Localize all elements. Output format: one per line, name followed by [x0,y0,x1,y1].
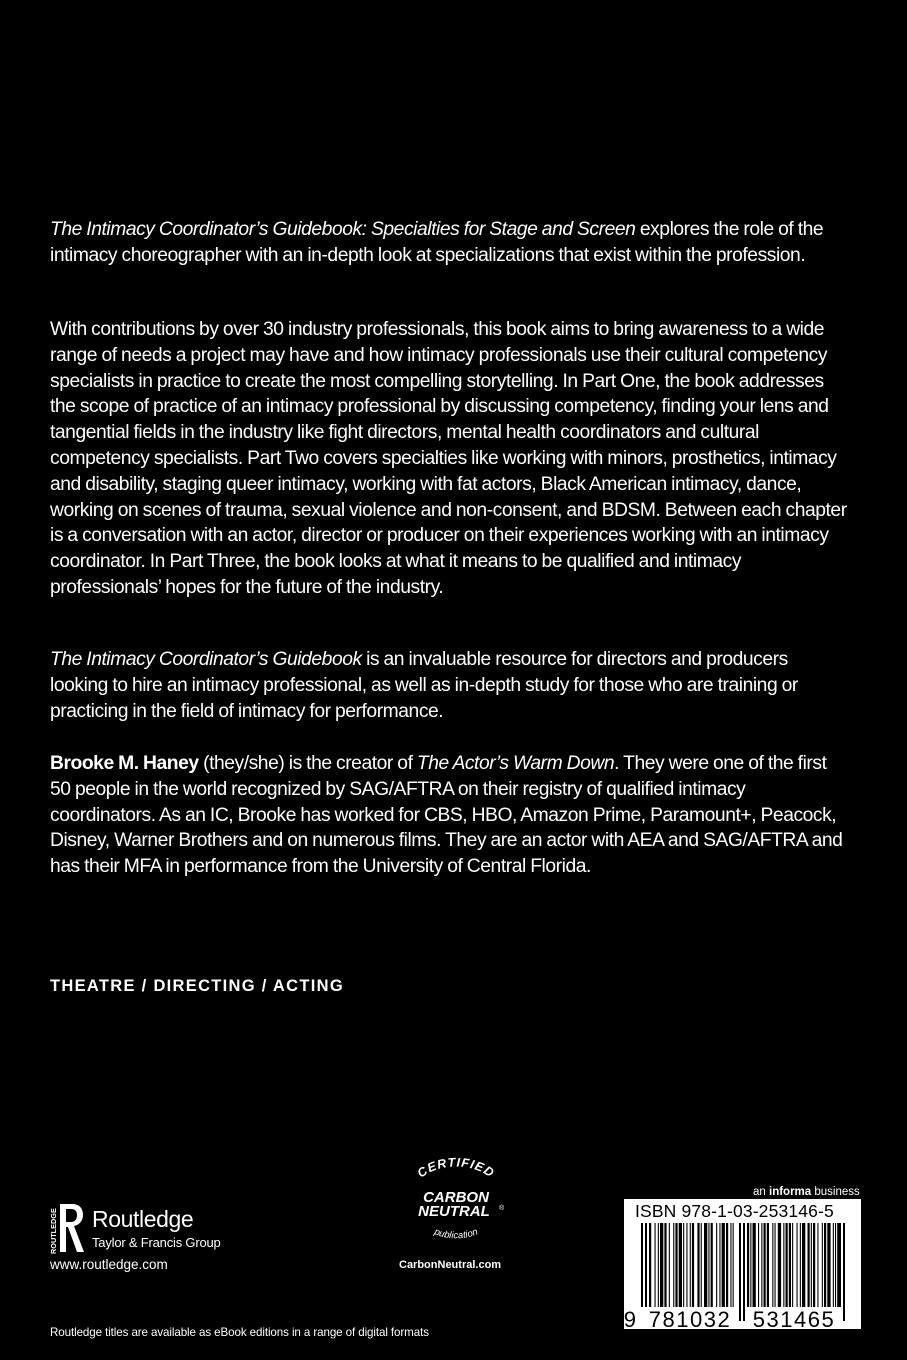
barcode-bar [750,1223,751,1307]
barcode-bar [811,1223,812,1307]
contents-text: With contributions by over 30 industry professionals, this book aims to bring awareness to a wide range of needs a project may have and how intimacy professionals use their cultural competency specialists in practice to create the most compelling storytelling. In Part One, the book addresses the scope of practice of an intimacy professional by discussing competency, finding your lens and tangential fields in the industry like fight directors, mental health coordinators and cultural competency specialists. Part Two covers specialties like working with minors, prosthetics, intimacy and disability, staging queer intimacy, working with fat actors, Black American intimacy, dance, working on scenes of trauma, sexual violence and non-consent, and BDSM. Between each chapter is a conversation with an actor, director or producer on their experiences working with an intimacy coordinator. In Part Three, the book looks at what it means to be qualified and intimacy professionals’ hopes for the future of the industry. [50,319,847,598]
neutral-text: NEUTRAL [418,1203,490,1220]
barcode-digits-right: 531465 [752,1307,836,1329]
svg-text:CERTIFIED [415,1155,498,1180]
isbn-number: ISBN 978-1-03-253146-5 [635,1201,834,1221]
informa-brand: informa [769,1186,812,1198]
barcode-bar [758,1223,759,1307]
barcode-bar [800,1223,801,1307]
barcode-bar [726,1223,728,1307]
barcode-bar [813,1223,815,1307]
barcode-bar [690,1223,691,1307]
barcode-bar [683,1223,684,1307]
barcode-bar [772,1223,773,1307]
author-bio [50,751,850,880]
barcode-bar [719,1223,720,1307]
audience-text: is an invaluable resource for directors and producers looking to hire an intimacy professional, as well as in-depth study for those who are training or practicing in the field of intimacy for performance. [50,649,798,722]
carbon-neutral-badge-icon [392,1150,520,1255]
barcode-guard-bar [839,1223,841,1321]
barcode-bar [797,1223,798,1307]
barcode-bar [778,1223,781,1307]
barcode-bar [679,1223,682,1307]
barcode-bar [767,1223,769,1307]
barcode-bar [704,1223,707,1307]
barcode-icon [624,1223,861,1329]
barcode-guard-bar [645,1223,647,1321]
barcode-bar [833,1223,834,1307]
carbon-neutral-url: CarbonNeutral.com [399,1259,502,1271]
barcode-bar [730,1223,731,1307]
blurb-paragraph-contents [50,317,850,601]
intro-text: explores the role of the intimacy choreographer with an in-depth look at specializations that exist within the profession. [50,219,824,266]
barcode-bar [664,1223,666,1307]
barcode-bar [764,1223,766,1307]
author-bio-text-1: (they/she) is the creator of [198,753,417,774]
informa-tagline: an informa business [753,1186,860,1198]
barcode-bar [827,1223,830,1307]
barcode-bar [789,1223,791,1307]
barcode-bar [701,1223,702,1307]
barcode-guard-bar [743,1223,745,1321]
barcode-bar [716,1223,717,1307]
routledge-logo-icon [48,1202,86,1254]
barcode-bar [824,1223,826,1307]
barcode-bar [761,1223,762,1307]
barcode-bar [802,1223,805,1307]
registered-mark: ® [499,1205,505,1212]
barcode-bar [649,1223,651,1307]
barcode-bar [686,1223,687,1307]
book-title: The Intimacy Coordinator’s Guidebook: Specialties for Stage and Screen [50,219,636,240]
barcode-guard-bar [641,1223,643,1321]
barcode-bar [817,1223,818,1307]
barcode-bar [722,1223,725,1307]
barcode-bar [753,1223,756,1307]
barcode-bar [733,1223,734,1307]
barcode-bar [786,1223,788,1307]
isbn-barcode-block [624,1199,861,1329]
blurb-paragraph-intro [50,217,850,269]
barcode-bar [822,1223,823,1307]
book-title-short: The Intimacy Coordinator’s Guidebook [50,649,362,670]
routledge-vertical-mark: ROUTLEDGE [49,1208,58,1254]
publisher-url: www.routledge.com [50,1257,168,1272]
barcode-bar [711,1223,713,1307]
barcode-digit-prefix: 9 [624,1307,636,1329]
carbon-text: CARBON [423,1189,489,1206]
svg-text:publication [432,1226,480,1241]
barcode-bar [658,1223,659,1307]
barcode-bar [692,1223,694,1307]
barcode-bar [783,1223,784,1307]
barcode-guard-bar [843,1223,845,1321]
barcode-bar [673,1223,674,1307]
barcode-guard-bar [739,1223,741,1321]
publisher-name: Routledge [92,1206,194,1232]
barcode-bar [697,1223,699,1307]
ebook-note: Routledge titles are available as eBook editions in a range of digital formats [50,1326,429,1339]
barcode-bar [708,1223,709,1307]
author-book-title: The Actor’s Warm Down [416,753,615,774]
author-bio-text-2: . They were one of the first 50 people in the world recognized by SAG/AFTRA on their registry of qualified intimacy coordinators. As an IC, Brooke has worked for CBS, HBO, Amazon Prime, Paramount+, Peacock, Disney, Warner Brothers and on numerous films. They are an actor with AEA and SAG/AFTRA and has their MFA in performance from the University of Central Florida. [50,753,843,878]
certified-text: CERTIFIED [414,1155,498,1181]
publisher-group: Taylor & Francis Group [92,1235,221,1250]
publication-text: publication [432,1226,480,1242]
barcode-bar [835,1223,836,1307]
barcode-bar [808,1223,810,1307]
barcode-bar [669,1223,670,1307]
blurb-paragraph-audience [50,647,850,724]
barcode-bar [660,1223,663,1307]
author-name: Brooke M. Haney [50,753,199,774]
barcode-bar [675,1223,677,1307]
barcode-bar [775,1223,776,1307]
subject-category: THEATRE / DIRECTING / ACTING [50,977,344,995]
barcode-bar [655,1223,656,1307]
barcode-bar [792,1223,793,1307]
barcode-bar [747,1223,749,1307]
barcode-digits-left: 781032 [648,1307,732,1329]
